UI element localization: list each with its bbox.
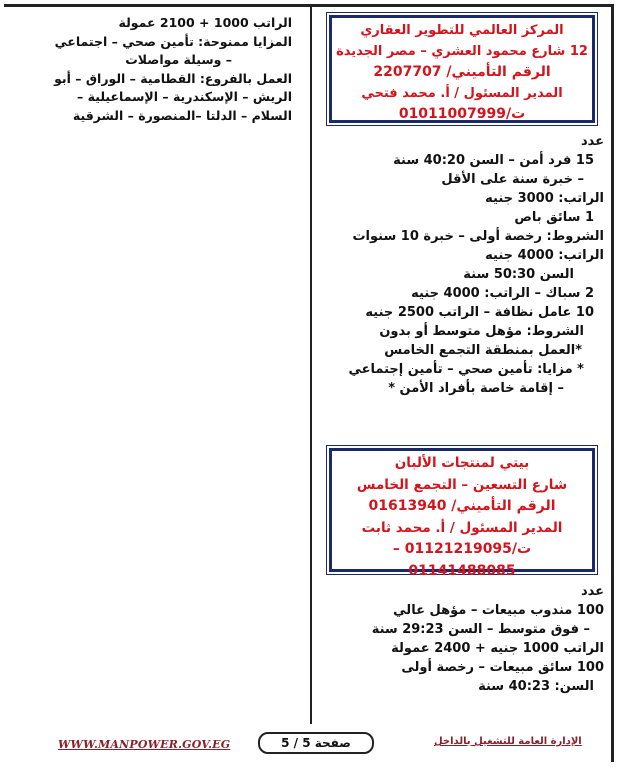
website-link[interactable]: WWW.MANPOWER.GOV.EG bbox=[58, 738, 231, 751]
page-footer bbox=[0, 724, 620, 768]
column-divider bbox=[310, 6, 312, 724]
text-line: 100 سائق مبيعات – رخصة أولى bbox=[401, 660, 604, 675]
text-line: عدد bbox=[580, 584, 604, 599]
text-line: الراتب: 3000 جنيه bbox=[485, 191, 604, 206]
company-address: 12 شارع محمود العشري – مصر الجديدة bbox=[336, 44, 588, 59]
text-line: 100 مندوب مبيعات – مؤهل عالي bbox=[393, 603, 604, 618]
text-line: السن 50:30 سنة bbox=[463, 267, 574, 282]
text-line: *العمل بمنطقة التجمع الخامس bbox=[384, 343, 582, 358]
text-line: 10 عامل نظافة – الراتب 2500 جنيه bbox=[365, 305, 594, 320]
company-insurance-number: الرقم التأميني/ 2207707 bbox=[373, 64, 551, 80]
company-box-1 bbox=[326, 12, 598, 126]
company-box-2 bbox=[326, 445, 598, 579]
text-line: – خبرة سنة على الأقل bbox=[441, 172, 584, 187]
text-line: – فوق متوسط – السن 29:23 سنة bbox=[371, 622, 590, 637]
company-manager: المدير المسئول / أ. محمد ثابت bbox=[361, 519, 563, 536]
text-line: المزايا ممنوحة: تأمين صحي – اجتماعي bbox=[54, 33, 292, 49]
text-line: الراتب 1000 جنيه + 2400 عمولة bbox=[391, 641, 604, 656]
text-line: * مزايا: تأمين صحي – تأمين إجتماعي bbox=[348, 362, 584, 377]
page-number: صفحة 5 / 5 bbox=[258, 732, 374, 754]
company-manager: المدير المسئول / أ. محمد فتحي bbox=[361, 86, 563, 101]
text-line: 15 فرد أمن – السن 40:20 سنة bbox=[393, 153, 594, 168]
jobs-list-2 bbox=[320, 582, 604, 696]
text-line: الراتب: 4000 جنيه bbox=[485, 248, 604, 263]
text-line: السلام – الدلتا –المنصورة – الشرقية bbox=[72, 107, 292, 123]
company-phone: ت/01011007999 bbox=[398, 106, 526, 122]
jobs-list-1 bbox=[320, 132, 604, 398]
company-name: بيتي لمنتجات الألبان bbox=[394, 455, 530, 471]
text-line: الشروط: رخصة أولى – خبرة 10 سنوات bbox=[352, 229, 604, 244]
left-column bbox=[20, 14, 292, 125]
text-line: 2 سباك – الراتب: 4000 جنيه bbox=[411, 286, 594, 301]
text-line: العمل بالفروع: القطامية – الوراق – أبو bbox=[54, 70, 292, 86]
text-line: الشروط: مؤهل متوسط أو بدون bbox=[379, 324, 584, 339]
text-line: السن: 40:23 سنة bbox=[478, 679, 594, 694]
text-line: عدد bbox=[580, 134, 604, 149]
company-insurance-number: الرقم التأميني/ 01613940 bbox=[368, 498, 556, 514]
company-name: المركز العالمي للتطوير العقاري bbox=[360, 23, 564, 38]
text-line: 1 سائق باص bbox=[514, 210, 594, 225]
text-line: الراتب 1000 + 2100 عمولة bbox=[118, 15, 292, 30]
company-phone: ت/01121219095 – bbox=[392, 541, 532, 557]
company-phone: 01141488085 bbox=[408, 562, 516, 579]
organization-name: الإدارة العامة للتشغيل بالداخل bbox=[434, 736, 582, 747]
company-address: شارع التسعين – التجمع الخامس bbox=[356, 476, 568, 493]
text-line: – إقامة خاصة بأفراد الأمن * bbox=[388, 381, 564, 396]
text-line: – وسيلة مواصلات bbox=[125, 52, 232, 67]
text-line: الريش – الإسكندرية – الإسماعيلية – bbox=[77, 89, 292, 104]
